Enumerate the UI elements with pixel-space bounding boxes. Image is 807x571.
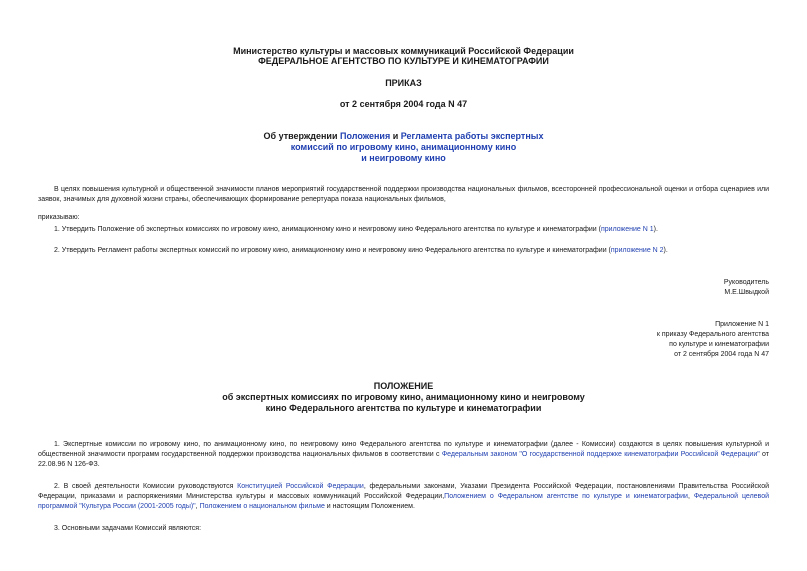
regulation-subtitle-1: об экспертных комиссиях по игровому кино, анимационному кино и неигровому [222, 392, 585, 402]
regulation-link[interactable]: Положения [340, 131, 391, 141]
constitution-link[interactable]: Конституцией Российской Федерации [237, 483, 364, 490]
appendix-1-link[interactable]: приложение N 1 [600, 226, 654, 233]
preamble-text: В целях повышения культурной и общественной значимости планов мероприятий государственной поддержки производства национальных фильмов, всесторонней профессиональной оценки и отбора сценариев или заявок, значимых для духовной жизни страны, обеспечивающих формирование репертуара показа национальных фильмов, [38, 186, 769, 203]
agency-name: ФЕДЕРАЛЬНОЕ АГЕНТСТВО ПО КУЛЬТУРЕ И КИНЕМАТОГРАФИИ [258, 56, 549, 66]
order-item-1 [54, 225, 774, 235]
section-3: 3. Основными задачами Комиссий являются: [54, 525, 202, 532]
regulation-subtitle-2: кино Федерального агентства по культуре и кинематографии [265, 403, 542, 413]
section2-text-5: и настоящим Положением. [324, 503, 415, 510]
section2-text-3: , [687, 493, 694, 500]
appendix-line-1: Приложение N 1 [715, 321, 769, 328]
national-film-link[interactable]: Положением о национальном фильме [199, 503, 325, 510]
section2-text-1: 2. В своей деятельности Комиссии руководствуются [54, 483, 238, 490]
signature-role: Руководитель [723, 279, 769, 286]
order-word: приказываю: [38, 214, 80, 221]
document-date-number: от 2 сентября 2004 года N 47 [339, 99, 468, 109]
document-type: ПРИКАЗ [385, 78, 422, 88]
item1-text: 1. Утвердить Положение об экспертных комиссиях по игровому кино, анимационному кино и неигровому кино Федерального агентства по культуре и кинематографии ( [54, 226, 601, 233]
document-title [0, 131, 807, 141]
rules-link[interactable]: Регламента работы экспертных [400, 131, 544, 141]
order-item-2 [54, 246, 774, 256]
section2-text-2: , федеральными законами, Указами Президента Российской Федерации, постановлениями Правительства Российской Федерации, приказами и распоряжениями Министерства культуры и массовых коммуникаций Российской Федерации, [38, 483, 769, 500]
federal-law-link[interactable]: Федеральным законом "О государственной поддержке кинематографии Российской Федерации" [441, 451, 760, 458]
appendix-line-2: к приказу Федерального агентства [656, 331, 769, 338]
item2-end: ). [663, 247, 668, 254]
appendix-line-4: от 2 сентября 2004 года N 47 [674, 351, 769, 358]
item1-end: ). [653, 226, 658, 233]
regulation-title: ПОЛОЖЕНИЕ [373, 381, 434, 391]
section2-text-4: , [195, 503, 200, 510]
ministry-name: Министерство культуры и массовых коммуникаций Российской Федерации [233, 46, 574, 56]
title-prefix: Об утверждении [263, 131, 340, 141]
appendix-line-3: по культуре и кинематографии [669, 341, 769, 348]
section-1 [38, 440, 769, 470]
rules-link-line3[interactable]: и неигровому кино [361, 153, 446, 163]
section1-end: от 22.08.96 N 126-ФЗ. [38, 451, 769, 468]
appendix-2-link[interactable]: приложение N 2 [610, 247, 664, 254]
signature-name: М.Е.Швыдкой [724, 289, 769, 296]
title-and: и [390, 131, 401, 141]
rules-link-line2[interactable]: комиссий по игровому кино, анимационному кино [290, 142, 517, 152]
culture-program-link[interactable]: Федеральной целевой программой "Культура России (2001-2005 годы)" [38, 493, 770, 510]
section1-text: 1. Экспертные комиссии по игровому кино, по анимационному кино, по неигровому кино Федерального агентства по культуре и кинематографии (далее - Комиссии) создаются в целях повышения культурной и общественной значимости программ государственной поддержки производства национальных фильмов в соответствии с [38, 441, 769, 458]
agency-regulation-link[interactable]: Положением о Федеральном агентстве по культуре и кинематографии [444, 493, 688, 500]
section-2 [38, 482, 769, 512]
item2-text: 2. Утвердить Регламент работы экспертных комиссий по игровому кино, анимационному кино и неигровому кино Федерального агентства по культуре и кинематографии ( [54, 247, 611, 254]
